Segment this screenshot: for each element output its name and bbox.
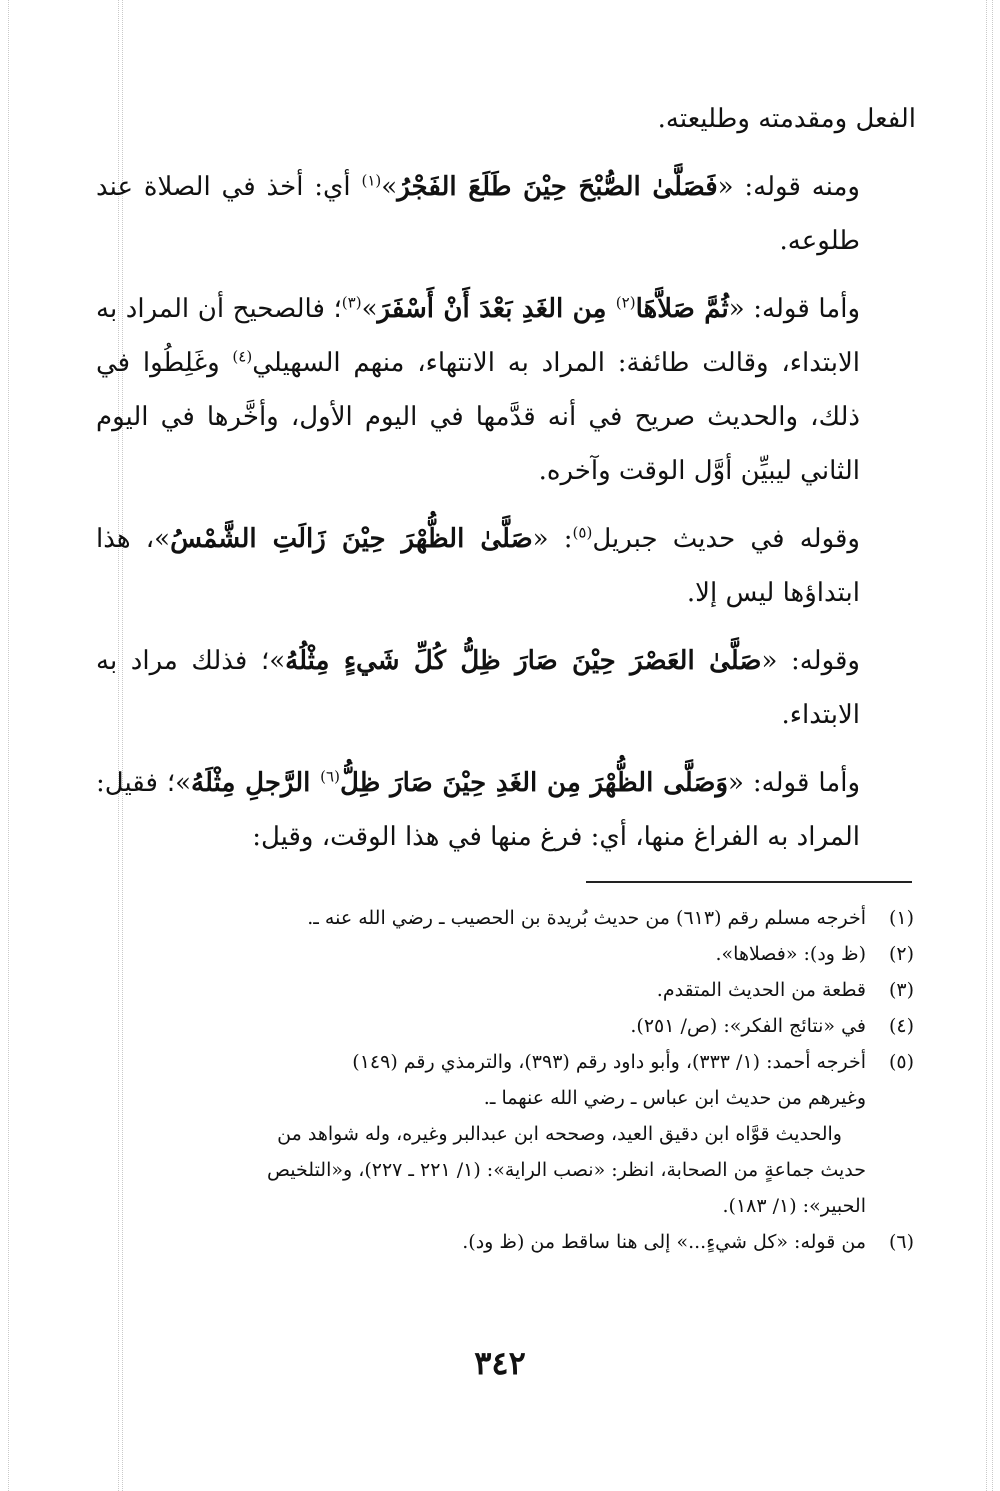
footnote-continuation [96,1116,914,1224]
footnote-divider [586,881,912,883]
paragraph-6 [96,756,916,864]
text-run: وغَلِطُوا في ذلك، والحديث صريح في أنه قدَّمها في اليوم الأول، وأخَّرها في اليوم الثاني ليبيِّن أوَّل الوقت وآخره. [96,348,860,486]
footnote-line: والحديث قوَّاه ابن دقيق العيد، وصححه ابن عبدالبر وغيره، وله شواهد من [277,1123,842,1145]
paragraph-2 [96,160,916,268]
hadith-quote: الرَّجلِ مِثْلَهُ [191,768,321,798]
footnote-item [96,900,914,936]
footnote-text [96,936,866,972]
footnote-line: (ظ ود): «فصلاها». [715,943,866,965]
text-run: »؛ فقيل: المراد به الفراغ منها، أي: فرغ منها في هذا الوقت، وقيل: [96,768,860,852]
paragraph-text: الفعل ومقدمته وطليعته. [657,104,916,134]
footnote-line: أخرجه أحمد: (١/ ٣٣٣)، وأبو داود رقم (٣٩٣)، والترمذي رقم (١٤٩) [352,1051,866,1073]
footnote-item [96,1044,914,1116]
text-run: وقوله في حديث جبريل [592,524,860,554]
footnote-number: (٢) [888,943,914,965]
hadith-quote: ثُمَّ صَلاَّهَا [635,294,729,324]
footnote-ref[interactable]: (٦) [320,767,340,786]
text-run: ومنه قوله: « [717,172,860,202]
footnote-line: أخرجه مسلم رقم (٦١٣) من حديث بُريدة بن الحصيب ـ رضي الله عنه ـ. [307,907,866,929]
hadith-quote: فَصَلَّىٰ الصُّبْحَ حِيْنَ طَلَعَ الفَجْرُ [397,172,718,202]
footnote-number: (٥) [888,1051,914,1073]
footnote-number: (٤) [888,1015,914,1037]
text-run: وأما قوله: « [728,768,861,798]
text-run: »؛ فذلك مراد به الابتداء. [96,646,860,730]
footnote-line: قطعة من الحديث المتقدم. [656,979,866,1001]
hadith-quote: مِن الغَدِ بَعْدَ أَنْ أَسْفَرَ [377,294,616,324]
text-run: وقوله: « [761,646,860,676]
footnote-ref[interactable]: (١) [361,171,382,190]
hadith-quote: وَصَلَّى الظُّهْرَ مِن الغَدِ حِيْنَ صَارَ ظِلُّ [339,768,729,798]
margin-guide-line [986,0,987,1491]
text-run: ؛ فالصحيح أن المراد به الابتداء، وقالت طائفة: المراد به الانتهاء، منهم السهيلي [96,294,860,378]
hadith-quote: صَلَّىٰ العَصْرَ حِيْنَ صَارَ ظِلُّ كُلِّ شَيءٍ مِثْلُهُ [285,646,762,676]
text-run: وأما قوله: « [728,294,860,324]
paragraph-5 [96,634,916,742]
footnote-text [96,972,866,1008]
footnote-text [96,1224,866,1260]
hadith-quote: صَلَّىٰ الظُّهْرَ حِيْنَ زَالَتِ الشَّمْسُ [170,524,533,554]
text-run: » [361,294,378,324]
footnote-item [96,1224,914,1260]
text-run: » [381,172,398,202]
footnote-item [96,936,914,972]
margin-guide-line [992,0,993,1491]
footnote-number: (٦) [888,1231,914,1253]
footnote-ref[interactable]: (٣) [341,293,362,312]
footnote-ref[interactable]: (٢) [615,293,636,312]
main-text [96,92,916,878]
paragraph-1 [96,92,916,146]
text-run: : « [532,524,573,554]
footnote-text [96,1044,866,1116]
footnote-ref[interactable]: (٥) [572,523,593,542]
paragraph-4 [96,512,916,620]
footnote-line: حديث جماعةٍ من الصحابة، انظر: «نصب الراية»: (١/ ٢٢١ ـ ٢٢٧)، و«التلخيص [267,1159,866,1181]
footnote-number: (١) [888,907,914,929]
paragraph-3 [96,282,916,498]
footnote-line: من قوله: «كل شيءٍ...» إلى هنا ساقط من (ظ ود). [462,1231,866,1253]
footnote-text [96,1008,866,1044]
footnote-ref[interactable]: (٤) [232,347,253,366]
footnote-number: (٣) [888,979,914,1001]
text-run: أي: أخذ في الصلاة عند طلوعه. [96,172,860,256]
footnote-item [96,1008,914,1044]
footnote-line: في «نتائج الفكر»: (ص/ ٢٥١). [630,1015,866,1037]
page-number: ٣٤٢ [474,1344,526,1382]
footnote-text [96,900,866,936]
footnotes [96,900,914,1260]
footnote-line: الحبير»: (١/ ١٨٣). [722,1195,866,1217]
margin-guide-line [8,0,9,1491]
text-run: »، هذا ابتداؤها ليس إلا. [96,524,860,608]
footnote-line: وغيرهم من حديث ابن عباس ـ رضي الله عنهما ـ. [483,1087,866,1109]
footnote-item [96,972,914,1008]
